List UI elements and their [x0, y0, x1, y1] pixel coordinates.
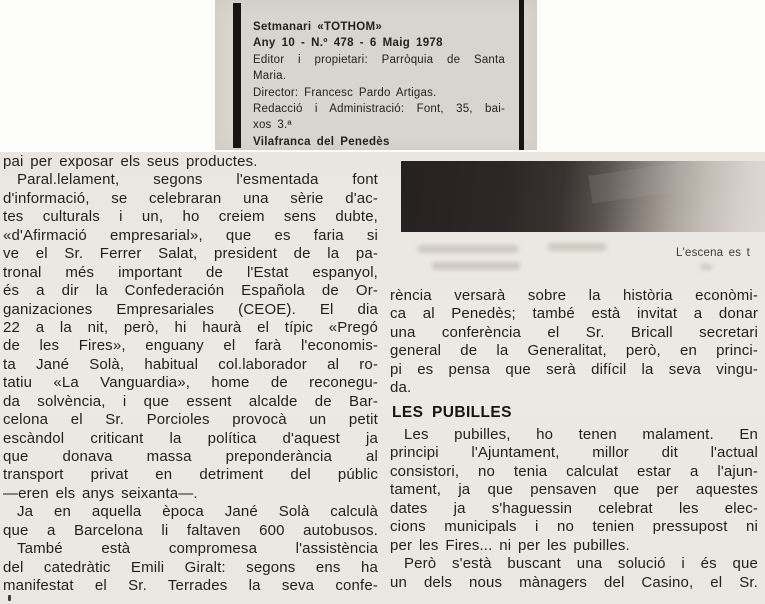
- bleed-through-artifact: [700, 264, 712, 270]
- text-line: tes culturals i un, ho creiem sens dubte,: [3, 208, 378, 226]
- masthead-line: Maria.: [253, 70, 287, 83]
- text-line: que a Barcelona li faltaven 600 autobusos.: [3, 521, 378, 539]
- text-line: tament, ja que pensaven que per aquestes: [390, 481, 758, 499]
- masthead-right-border-bar: [519, 0, 524, 150]
- text-line: ca al Penedès; també està invitat a donar: [390, 305, 758, 323]
- text-line: ve el Sr. Ferrer Salat, president de la pa-: [3, 245, 378, 263]
- text-line: tronal més important de l'Estat espanyol,: [3, 263, 378, 281]
- text-line: una conferència el Sr. Bricall secretari: [390, 323, 758, 341]
- text-line: pi es pensa que serà difícil la seva vingu-: [390, 360, 758, 378]
- bleed-through-artifact: [548, 243, 606, 251]
- masthead-line: Vilafranca del Penedès: [253, 135, 390, 148]
- text-line: També està compromesa l'assistència: [17, 540, 378, 558]
- text-line: principi l'Ajuntament, millor dit l'actual: [390, 444, 758, 462]
- newspaper-body: [0, 152, 765, 604]
- text-line: ta Jané Solà, habitual col.laborador al ro-: [3, 355, 378, 373]
- text-line: «d'Afirmació empresarial», que es faria si: [3, 226, 378, 244]
- text-line: Ja en aquella època Jané Solà calculà: [17, 503, 378, 521]
- bleed-through-artifact: [418, 245, 518, 253]
- text-line: 22 a la nit, però, hi haurà el típic «Pregó: [3, 318, 378, 336]
- text-line: un dels nous mànagers del Casino, el Sr.: [390, 573, 758, 591]
- text-line: que donava massa preponderància al: [3, 448, 378, 465]
- bleed-through-artifact: [432, 262, 520, 270]
- print-speck: [8, 595, 11, 601]
- masthead-left-border-bar: [233, 3, 241, 148]
- text-line: consistori, no tenia calculat estar a l'ajun-: [390, 462, 758, 480]
- text-line: ganizaciones Empresariales (CEOE). El dia: [3, 300, 378, 318]
- text-line: és a dir la Confederación Española de Or-: [3, 282, 378, 300]
- masthead-text-block: [253, 19, 505, 150]
- masthead-line: Redacció i Administració: Font, 35, bai-: [253, 103, 505, 116]
- text-line: del catedràtic Emili Giralt: segons ens ha: [3, 558, 378, 576]
- text-line: pai per exposar els seus productes.: [3, 153, 258, 170]
- text-line: tatiu «La Vanguardia», home de reconegu-: [3, 374, 378, 392]
- masthead-line: Any 10 - N.º 478 - 6 Maig 1978: [253, 37, 443, 50]
- text-line: da.: [390, 379, 412, 397]
- text-line: escàndol criticant la política d'aquest ja: [3, 429, 378, 447]
- masthead-line: Editor i propietari: Parròquia de Santa: [253, 53, 505, 66]
- text-line: Paral.lelament, segons l'esmentada font: [17, 171, 378, 189]
- masthead-box: [215, 0, 537, 150]
- article-right-column-top: [390, 287, 758, 398]
- text-line: —eren els anys seixanta—.: [3, 484, 198, 502]
- text-line: rència versarà sobre la història econòmi-: [390, 287, 758, 304]
- text-line: Però s'està buscant una solució i és que: [404, 555, 758, 573]
- text-line: manifestat el Sr. Terrades la seva confe-: [3, 577, 378, 595]
- text-line: de les Fires», enguany el farà l'economis-: [3, 337, 378, 355]
- article-right-column-bottom: [390, 426, 758, 592]
- text-line: Les pubilles, ho tenen malament. En: [404, 426, 758, 443]
- article-photo: [401, 161, 765, 232]
- masthead-line: Director: Francesc Pardo Artigas.: [253, 86, 437, 99]
- text-line: general de la Generalitat, però, en princi-: [390, 342, 758, 360]
- photo-caption: L'escena es t: [676, 247, 751, 259]
- text-line: celona el Sr. Porcioles provocà un petit: [3, 411, 378, 429]
- masthead-line: Setmanari «TOTHOM»: [253, 21, 383, 33]
- text-line: d'informació, se celebraran una sèrie d'ac-: [3, 189, 378, 207]
- section-heading: LES PUBILLES: [392, 404, 512, 421]
- text-line: cions municipals i no tenien pressupost ni: [390, 518, 758, 536]
- text-line: dates ja s'haguessin celebrat les elec-: [390, 499, 758, 517]
- article-left-column: [3, 153, 378, 596]
- text-line: da solvència, i que essent alcalde de Bar-: [3, 392, 378, 410]
- masthead-line: xos 3.ª: [253, 119, 292, 132]
- text-line: transport privat en detriment del públic: [3, 466, 378, 484]
- text-line: per les Fires... ni per les pubilles.: [390, 536, 630, 554]
